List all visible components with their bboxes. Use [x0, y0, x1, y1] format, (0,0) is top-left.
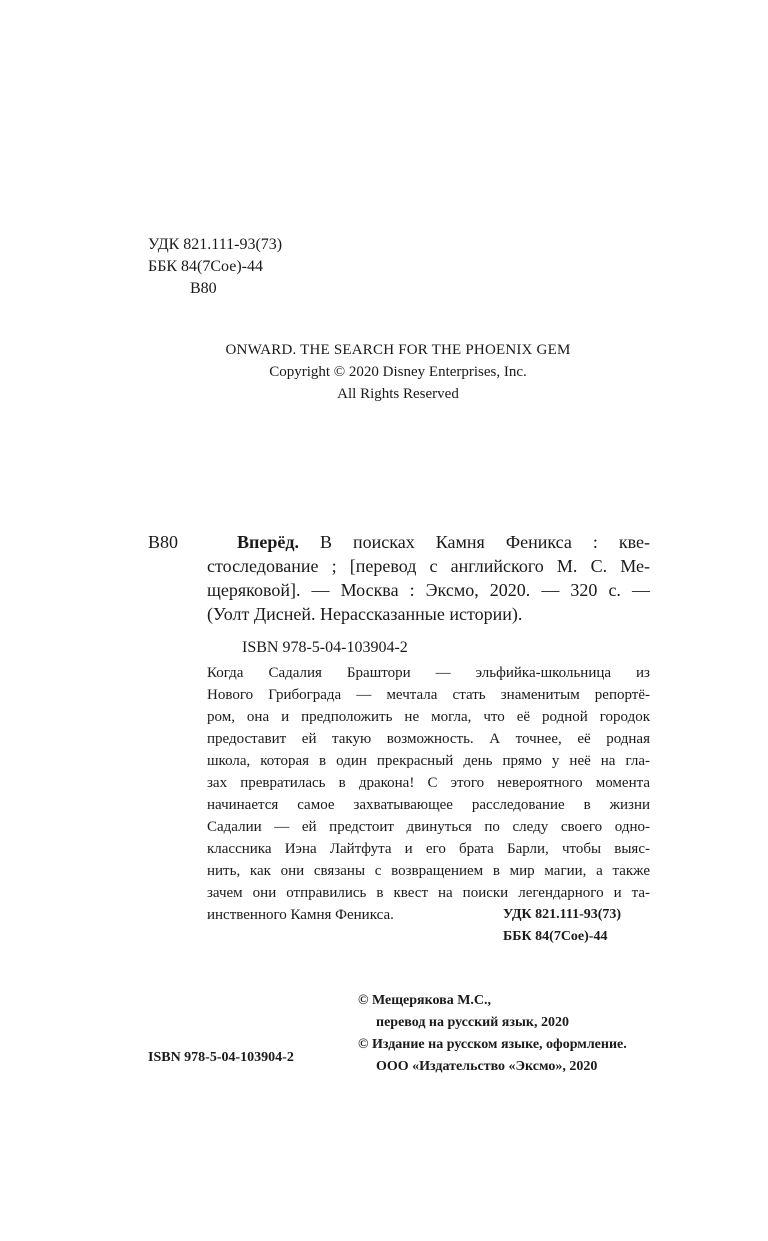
annotation-line: Садалии — ей предстоит двинуться по следу своего одно- — [207, 819, 650, 835]
udk-code-top: УДК 821.111-93(73) — [148, 236, 283, 253]
isbn-entry: ISBN 978-5-04-103904-2 — [242, 639, 408, 656]
bib-line-2: стоследование ; [перевод с английского М. С. Ме- — [207, 556, 650, 576]
bib-line-3: щеряковой]. — Москва : Эксмо, 2020. — 320 с. — — [207, 580, 650, 600]
annotation-line: школа, которая в один прекрасный день прямо у неё на гла- — [207, 753, 650, 769]
udk-code-bottom: УДК 821.111-93(73) — [503, 907, 622, 922]
annotation-line: инственного Камня Феникса. — [207, 907, 394, 923]
annotation-line: начинается самое захватывающее расследование в жизни — [207, 797, 650, 813]
annotation-line: зачем они отправились в квест на поиски легендарного и та- — [207, 885, 650, 901]
copyright-translator: © Мещерякова М.С., — [358, 993, 492, 1008]
annotation-line: Когда Садалия Браштори — эльфийка-школьница из — [207, 665, 650, 681]
rights-line: All Rights Reserved — [337, 386, 459, 402]
copyright-publisher: ООО «Издательство «Эксмо», 2020 — [376, 1059, 598, 1074]
copyright-translation-note: перевод на русский язык, 2020 — [376, 1015, 569, 1030]
bib-author-code: В80 — [148, 532, 179, 552]
bib-line-1-text: В поисках Камня Феникса : кве- — [320, 532, 650, 552]
copyright-edition: © Издание на русском языке, оформление. — [358, 1037, 627, 1052]
annotation-line: Нового Грибограда — мечтала стать знаменитым репортё- — [207, 687, 650, 703]
annotation-line: классника Иэна Лайтфута и его брата Барли, чтобы выяс- — [207, 841, 650, 857]
book-title: Вперёд. — [237, 532, 299, 552]
bib-line-4: (Уолт Дисней. Нерассказанные истории). — [207, 604, 523, 624]
annotation-line: предоставит ей такую возможность. А точнее, её родная — [207, 731, 650, 747]
annotation-line: нить, как они связаны с возвращением в мир магии, а также — [207, 863, 650, 879]
annotation-line: ром, она и предположить не могла, что её родной городок — [207, 709, 650, 725]
bbk-code-bottom: ББК 84(7Сое)-44 — [503, 929, 608, 944]
original-title: ONWARD. THE SEARCH FOR THE PHOENIX GEM — [225, 342, 571, 358]
author-code-top: В80 — [190, 280, 217, 297]
bbk-code-top: ББК 84(7Сое)-44 — [148, 258, 263, 275]
isbn-bottom: ISBN 978-5-04-103904-2 — [148, 1050, 294, 1065]
bib-line-1 — [237, 530, 650, 554]
annotation-line: зах превратилась в дракона! С этого невероятного момента — [207, 775, 650, 791]
copyright-line: Copyright © 2020 Disney Enterprises, Inc. — [269, 364, 527, 380]
